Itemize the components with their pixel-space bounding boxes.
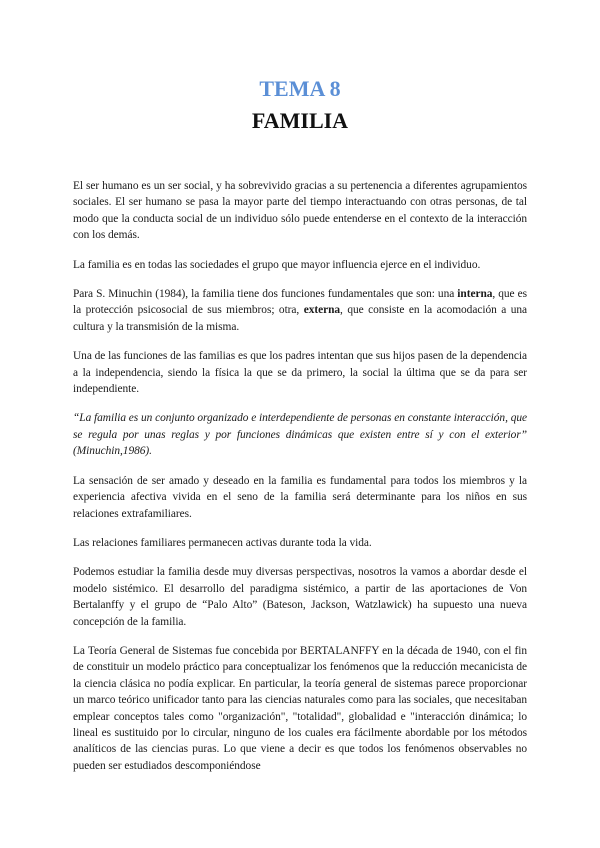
paragraph-quote-minuchin: “La familia es un conjunto organizado e interdependiente de personas en constante interacción, que se regula por unas reglas y por funciones dinámicas que existen entre sí y con el exterior” (Minuchin,1986). bbox=[73, 412, 527, 458]
paragraph-influence: La familia es en todas las sociedades el grupo que mayor influencia ejerce en el individuo. bbox=[73, 258, 481, 271]
paragraph-independence: Una de las funciones de las familias es que los padres intentan que sus hijos pasen de la dependencia a la independencia, siendo la física la que se da primero, la social la última que se da para ser independiente. bbox=[73, 350, 527, 396]
paragraph-text: , que consiste en la acomodación a una cultura y la transmisión de la misma. bbox=[73, 304, 527, 333]
paragraph-relations: Las relaciones familiares permanecen activas durante toda la vida. bbox=[73, 536, 372, 549]
chapter-title: FAMILIA bbox=[251, 108, 349, 133]
bold-term-interna: interna bbox=[457, 288, 493, 301]
document-body bbox=[73, 178, 527, 783]
paragraph-intro: El ser humano es un ser social, y ha sobrevivido gracias a su pertenencia a diferentes agrupamientos sociales. El ser humano se pasa la mayor parte del tiempo interactuando con otras personas, de tal modo que la conducta social de un individuo sólo puede entenderse en el contexto de la interacción con los demás. bbox=[73, 180, 527, 242]
paragraph-general-systems-theory: La Teoría General de Sistemas fue concebida por BERTALANFFY en la década de 1940, con el fin de constituir un modelo práctico para conceptualizar los fenómenos que la reducción mecanicista de la ciencia clásica no podía explicar. En particular, la teoría general de sistemas parece proporcionar un marco teórico unificador tanto para las ciencias naturales como para las sociales, que necesitaban emplear conceptos tales como "organización", "totalidad", globalidad e "interacción dinámica; lo lineal es sustituido por lo circular, ninguno de los cuales era fácilmente abordable por los métodos analíticos de las ciencias puras. Lo que viene a decir es que todos los fenómenos observables no pueden ser estudiados descomponiéndose bbox=[73, 644, 527, 772]
paragraph-clip bbox=[73, 643, 527, 783]
paragraph-text: Para S. Minuchin (1984), la familia tiene dos funciones fundamentales que son: una bbox=[73, 288, 458, 301]
paragraph-systemic-model: Podemos estudiar la familia desde muy diversas perspectivas, nosotros la vamos a abordar desde el modelo sistémico. El desarrollo del paradigma sistémico, a partir de las aportaciones de Von Bertalanffy y el grupo de “Palo Alto” (Bateson, Jackson, Watzlawick) ha supuesto una nueva concepción de la familia. bbox=[73, 566, 527, 628]
paragraph-affection: La sensación de ser amado y deseado en la familia es fundamental para todos los miembros y la experiencia afectiva vivida en el seno de la familia será determinante para los niños en sus relaciones extrafamiliares. bbox=[73, 474, 527, 520]
bold-term-externa: externa bbox=[303, 304, 341, 317]
document-page bbox=[73, 76, 527, 783]
chapter-number: TEMA 8 bbox=[259, 76, 341, 101]
paragraph-text: , que es la protección psicosocial de sus miembros; otra, bbox=[73, 288, 528, 317]
paragraph-minuchin-functions bbox=[73, 286, 527, 335]
